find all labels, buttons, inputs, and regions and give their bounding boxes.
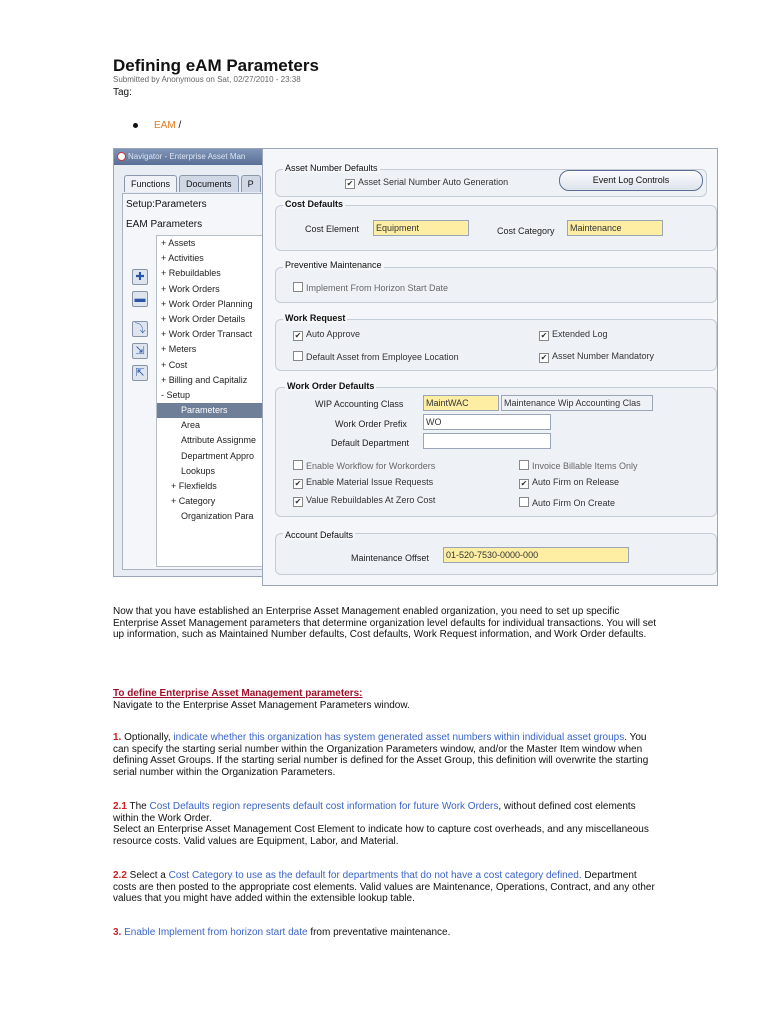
instructions-heading: To define Enterprise Asset Management parameters: bbox=[113, 688, 363, 699]
checkbox-empty-icon bbox=[293, 282, 303, 292]
navigator-titlebar bbox=[114, 149, 270, 165]
extended-log-checkbox[interactable] bbox=[539, 329, 608, 341]
intro-text-2: up information, such as Maintained Number defaults, Cost defaults, Work Request information, and Work Order defaults. bbox=[113, 629, 647, 641]
navigator-setup-path: Setup:Parameters bbox=[126, 199, 207, 210]
work-order-prefix-label: Work Order Prefix bbox=[335, 419, 407, 429]
auto-firm-release-checkbox[interactable] bbox=[519, 477, 619, 489]
step-1-highlight: indicate whether this organization has system generated asset numbers within individual asset groups bbox=[173, 732, 625, 743]
tree-item[interactable]: + Work Orders bbox=[161, 283, 220, 294]
tab-documents[interactable]: Documents bbox=[179, 175, 239, 192]
step-2-1-highlight: Cost Defaults region represents default cost information for future Work Orders bbox=[149, 801, 499, 812]
tab-processes[interactable]: P bbox=[241, 175, 261, 192]
step-2-2-number: 2.2 bbox=[113, 870, 127, 881]
step-3-number: 3. bbox=[113, 927, 122, 938]
step-3-text-b: from preventative maintenance. bbox=[307, 927, 451, 938]
checkbox-checked-icon: ✔ bbox=[294, 497, 302, 506]
step-1-number: 1. bbox=[113, 732, 122, 743]
value-rebuildables-label: Value Rebuildables At Zero Cost bbox=[306, 495, 436, 505]
enable-material-checkbox[interactable] bbox=[293, 477, 433, 489]
work-request-title: Work Request bbox=[285, 313, 346, 323]
step-3-highlight: Enable Implement from horizon start date bbox=[121, 927, 308, 938]
function-tree bbox=[156, 235, 272, 567]
submitted-byline: Submitted by Anonymous on Sat, 02/27/2010 - 23:38 bbox=[113, 75, 301, 84]
tag-label: Tag: bbox=[113, 87, 132, 98]
instructions-heading-block bbox=[113, 688, 658, 711]
default-asset-checkbox[interactable] bbox=[293, 351, 459, 362]
collapse-all-icon[interactable]: ⇱ bbox=[132, 365, 148, 381]
auto-generation-label: Asset Serial Number Auto Generation bbox=[358, 177, 509, 187]
tree-item[interactable]: Department Appro bbox=[181, 450, 255, 461]
bullet-icon bbox=[133, 123, 138, 128]
value-rebuildables-checkbox[interactable] bbox=[293, 495, 435, 507]
expand-icon[interactable]: ✚ bbox=[132, 269, 148, 285]
auto-firm-release-label: Auto Firm on Release bbox=[532, 477, 620, 487]
auto-generation-checkbox[interactable] bbox=[345, 177, 508, 189]
tree-item[interactable]: Area bbox=[181, 420, 201, 431]
navigator-window bbox=[113, 148, 271, 577]
checkbox-checked-icon: ✔ bbox=[294, 479, 302, 488]
checkbox-checked-icon: ✔ bbox=[520, 479, 528, 488]
cost-element-field[interactable]: Equipment bbox=[373, 220, 469, 236]
tree-item[interactable]: Organization Para bbox=[181, 511, 254, 522]
invoice-billable-label: Invoice Billable Items Only bbox=[532, 461, 638, 471]
event-log-controls-button[interactable]: Event Log Controls bbox=[559, 170, 703, 191]
navigator-tabs bbox=[124, 175, 263, 192]
tree-item[interactable]: + Work Order Transact bbox=[161, 329, 253, 340]
enable-workflow-checkbox[interactable] bbox=[293, 460, 435, 471]
checkbox-checked-icon: ✔ bbox=[540, 331, 548, 340]
intro-paragraph bbox=[113, 606, 658, 641]
asset-mandatory-checkbox[interactable] bbox=[539, 351, 654, 363]
wip-class-description: Maintenance Wip Accounting Clas bbox=[501, 395, 653, 411]
preventive-maintenance-title: Preventive Maintenance bbox=[285, 260, 382, 270]
maintenance-offset-field[interactable]: 01-520-7530-0000-000 bbox=[443, 547, 629, 563]
enable-workflow-label: Enable Workflow for Workorders bbox=[306, 461, 436, 471]
collapse-icon[interactable]: ▬ bbox=[132, 291, 148, 307]
auto-firm-create-checkbox[interactable] bbox=[519, 497, 615, 508]
checkbox-empty-icon bbox=[519, 460, 529, 470]
parameters-window bbox=[262, 148, 718, 586]
tree-item[interactable]: + Work Order Planning bbox=[161, 298, 253, 309]
checkbox-checked-icon: ✔ bbox=[294, 331, 302, 340]
auto-approve-checkbox[interactable] bbox=[293, 329, 360, 341]
tree-item[interactable]: + Rebuildables bbox=[161, 268, 221, 279]
expand-branch-icon[interactable]: ⤵ bbox=[132, 321, 148, 337]
step-2-2-paragraph bbox=[113, 870, 658, 905]
step-2-1-text-b: , without defined cost elements within the Work Order. bbox=[113, 801, 636, 824]
account-defaults-title: Account Defaults bbox=[285, 530, 354, 540]
work-order-defaults-title: Work Order Defaults bbox=[287, 381, 375, 391]
auto-firm-create-label: Auto Firm On Create bbox=[532, 498, 616, 508]
cost-category-label: Cost Category bbox=[497, 226, 555, 236]
cost-defaults-title: Cost Defaults bbox=[285, 199, 344, 209]
tree-item[interactable]: + Flexfields bbox=[171, 481, 217, 491]
step-2-1-paragraph bbox=[113, 801, 658, 847]
checkbox-empty-icon bbox=[519, 497, 529, 507]
checkbox-empty-icon bbox=[293, 351, 303, 361]
default-department-label: Default Department bbox=[331, 438, 410, 448]
tree-item-selected[interactable]: Parameters bbox=[157, 403, 271, 418]
expand-all-icon[interactable]: ⇲ bbox=[132, 343, 148, 359]
tree-item[interactable]: + Billing and Capitaliz bbox=[161, 374, 248, 385]
navigator-title: Navigator - Enterprise Asset Man bbox=[128, 152, 246, 161]
checkbox-checked-icon: ✔ bbox=[540, 353, 548, 362]
auto-approve-label: Auto Approve bbox=[306, 329, 361, 339]
step-2-2-highlight: Cost Category to use as the default for departments that do not have a cost category defined. bbox=[168, 870, 582, 881]
cost-element-label: Cost Element bbox=[305, 224, 360, 234]
checkbox-empty-icon bbox=[293, 460, 303, 470]
extended-log-label: Extended Log bbox=[552, 329, 608, 339]
step-3-paragraph bbox=[113, 927, 658, 939]
maintenance-offset-label: Maintenance Offset bbox=[351, 553, 429, 563]
implement-horizon-label: Implement From Horizon Start Date bbox=[306, 283, 449, 293]
intro-text-1: Now that you have established an Enterprise Asset Management enabled organization, you need to set up specific Enterprise Asset Management parameters that determine organization level defaults for individual transactions. You will set bbox=[113, 606, 657, 629]
tree-item[interactable]: - Setup bbox=[161, 389, 191, 400]
step-2-1-number: 2.1 bbox=[113, 801, 127, 812]
tree-item[interactable]: + Meters bbox=[161, 344, 197, 355]
tree-item[interactable]: Lookups bbox=[181, 465, 216, 476]
tag-link-eam[interactable]: EAM bbox=[154, 120, 176, 131]
tag-separator: / bbox=[175, 120, 182, 131]
tag-list-item bbox=[133, 120, 181, 131]
tree-item[interactable]: + Category bbox=[171, 496, 216, 507]
tree-item[interactable]: + Cost bbox=[161, 359, 188, 370]
cost-category-field[interactable]: Maintenance bbox=[567, 220, 663, 236]
tree-item[interactable]: + Assets bbox=[161, 238, 196, 248]
work-request-group bbox=[275, 319, 717, 371]
work-order-prefix-field[interactable]: WO bbox=[423, 414, 551, 430]
step-2-1-text-a: The bbox=[126, 801, 150, 812]
navigator-eam-label: EAM Parameters bbox=[126, 219, 203, 230]
tree-item[interactable]: Attribute Assignme bbox=[181, 435, 257, 446]
oracle-logo-icon bbox=[117, 152, 126, 161]
wip-class-label: WIP Accounting Class bbox=[315, 399, 404, 409]
step-2-1-text-c: Select an Enterprise Asset Management Cost Element to indicate how to capture cost overheads, and any miscellaneous resource costs. Valid values are Equipment, Labor, and Material. bbox=[113, 824, 649, 847]
step-1-paragraph bbox=[113, 732, 658, 778]
step-2-2-text-a: Select a bbox=[126, 870, 169, 881]
checkbox-checked-icon: ✔ bbox=[346, 179, 354, 188]
default-asset-label: Default Asset from Employee Location bbox=[306, 352, 459, 362]
asset-number-defaults-title: Asset Number Defaults bbox=[285, 163, 378, 173]
step-2-2-text-b: Department costs are then posted to the appropriate cost elements. Valid values are Maintenance, Operations, Contract, and any other values that you might have added within the extensible lookup table. bbox=[113, 870, 655, 905]
implement-horizon-checkbox[interactable] bbox=[293, 282, 448, 293]
tab-functions[interactable]: Functions bbox=[124, 175, 177, 192]
default-department-field[interactable] bbox=[423, 433, 551, 449]
wip-class-field[interactable]: MaintWAC bbox=[423, 395, 499, 411]
asset-mandatory-label: Asset Number Mandatory bbox=[552, 351, 655, 361]
tree-item[interactable]: + Activities bbox=[161, 253, 204, 264]
page-title: Defining eAM Parameters bbox=[113, 56, 319, 75]
navigate-text: Navigate to the Enterprise Asset Management Parameters window. bbox=[113, 699, 410, 711]
invoice-billable-checkbox[interactable] bbox=[519, 460, 638, 471]
step-1-text-a: Optionally, bbox=[121, 732, 174, 743]
enable-material-label: Enable Material Issue Requests bbox=[306, 477, 434, 487]
tree-item[interactable]: + Work Order Details bbox=[161, 313, 246, 324]
step-1-text-b: . You can specify the starting serial number within the Organization Parameters window, and/or the Master Item window when defining Asset Groups. If the starting serial number is defined for the Asset Group, this definition will overwrite the starting serial number within the Organization Parameters. bbox=[113, 732, 649, 778]
